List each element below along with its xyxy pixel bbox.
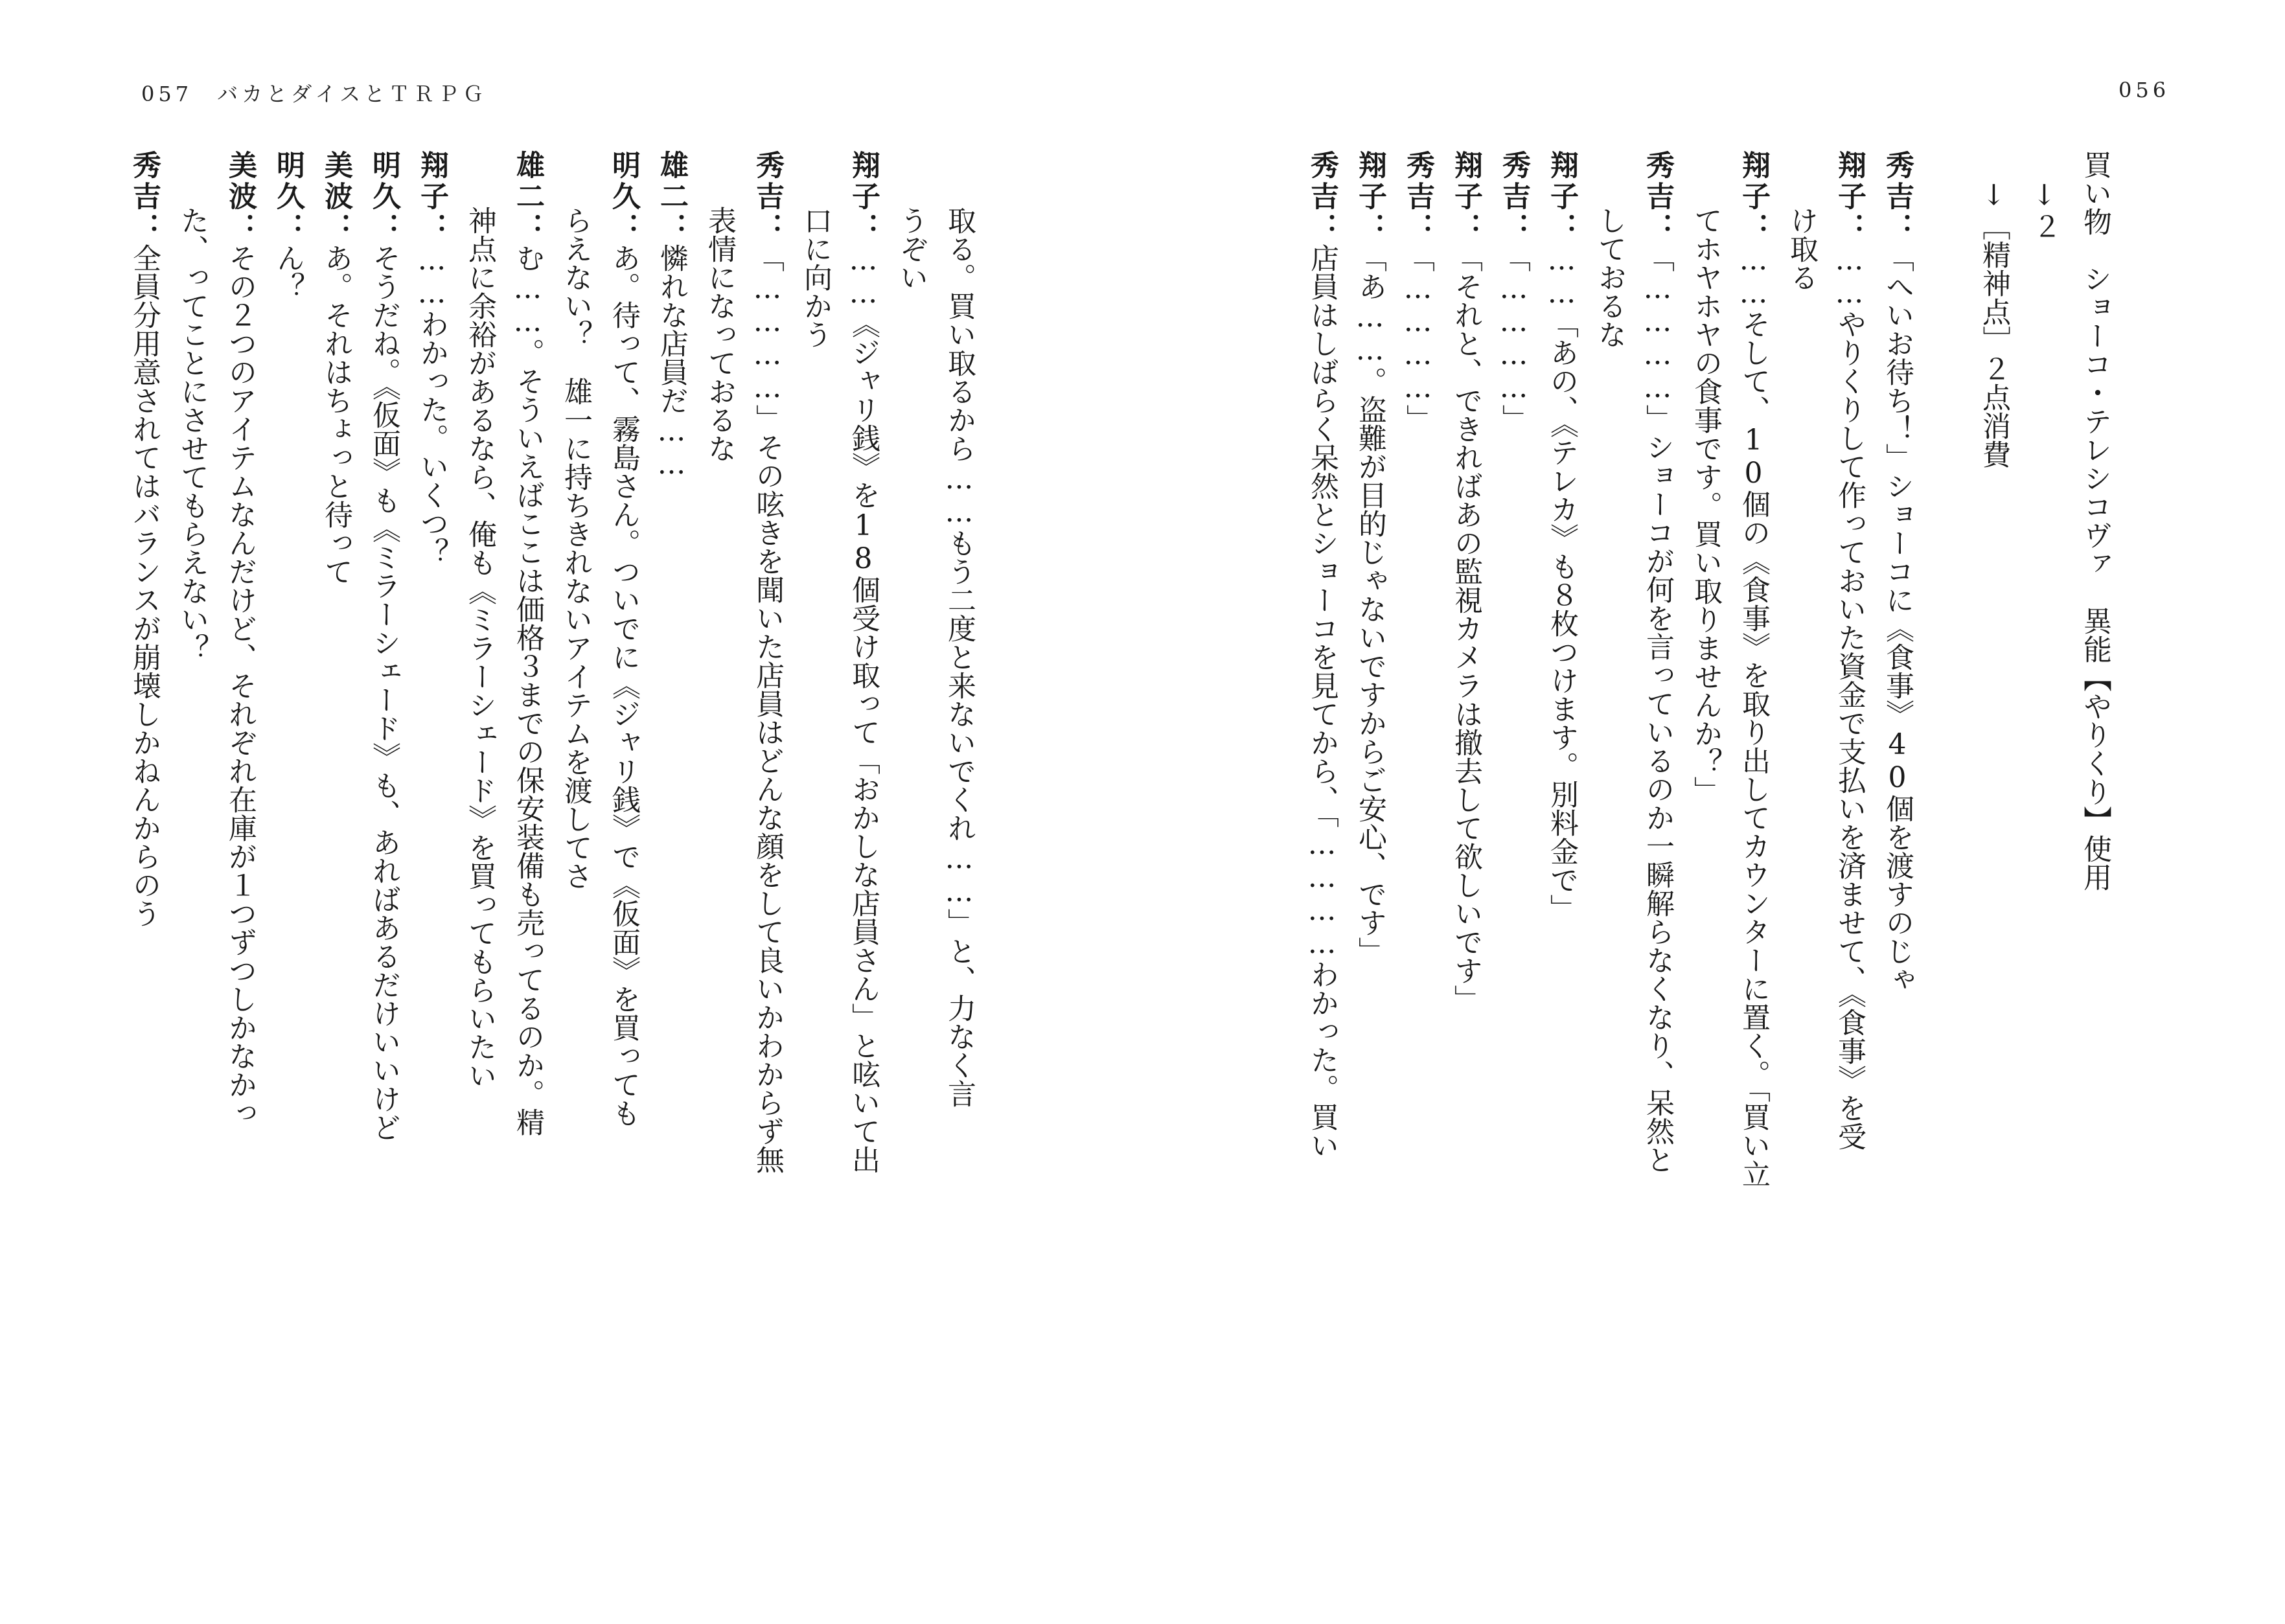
column-text: ……《ジャリ銭》を18個受け取って「おかしな店員さん」と呟いて出 (847, 244, 880, 1174)
text-column (1736, 150, 1770, 1188)
speaker-label: 明久： (271, 150, 304, 244)
book-title: バカとダイスとＴＲＰＧ (217, 82, 488, 106)
column-text: 「…………」その呟きを聞いた店員はどんな顔をして良いかわからず無 (751, 244, 784, 1174)
column-text: 「…………」ショーコが何を言っているのか一瞬解らなくなり、呆然と (1641, 244, 1674, 1174)
column-text: その２つのアイテムなんだけど、それぞれ在庫が１つずつしかなかっ (224, 244, 257, 1127)
text-column (223, 150, 257, 1127)
text-column (1401, 150, 1434, 433)
speaker-label: 翔子： (1353, 150, 1386, 244)
text-column (1544, 150, 1578, 922)
text-column (1640, 150, 1674, 1174)
text-column (1880, 150, 1914, 994)
column-text: あ。それはちょっと待って (319, 244, 352, 586)
text-column (1353, 150, 1386, 965)
speaker-label: 明久： (367, 150, 400, 244)
column-text: た、ってことにさせてもらえない？ (176, 206, 209, 662)
text-column (127, 150, 161, 928)
column-text: ……そして、10個の《食事》を取り出してカウンターに置く。「買い立 (1737, 244, 1770, 1188)
text-column (1832, 150, 1866, 1150)
text-column (942, 150, 976, 1108)
text-column (846, 150, 880, 1174)
column-text: ん？ (271, 244, 304, 301)
text-column (367, 150, 400, 1141)
speaker-label: 秀吉： (1881, 150, 1914, 244)
column-text: ……やりくりして作っておいた資金で支払いを済ませて、《食事》を受 (1833, 244, 1866, 1150)
text-column (1305, 150, 1338, 1160)
column-text: ……「あの、《テレカ》も８枚つけます。別料金で」 (1545, 244, 1578, 922)
speaker-label: 美波： (319, 150, 352, 244)
speaker-label: 秀吉： (128, 150, 161, 244)
speaker-label: 雄二： (511, 150, 544, 244)
column-text: 「…………」 (1497, 244, 1530, 433)
text-column (2027, 150, 2061, 240)
text-column (1977, 150, 2010, 468)
column-text: 憐れな店員だ…… (655, 244, 688, 481)
column-text: ↓２ (2028, 150, 2061, 240)
column-text: そうだね。《仮面》も《ミラーシェード》も、あればあるだけいいけど (367, 244, 400, 1141)
text-column (463, 150, 496, 1090)
text-column (1688, 150, 1722, 805)
column-text: 取る。買い取るから……もう二度と来ないでくれ……」と、力なく言 (943, 206, 976, 1108)
column-text: 口に向かう (799, 206, 832, 349)
speaker-label: 秀吉： (1497, 150, 1530, 244)
text-column (2078, 150, 2111, 891)
speaker-label: 翔子： (847, 150, 880, 244)
column-text: ↓［精神点］２点消費 (1977, 150, 2010, 468)
text-column (319, 150, 352, 586)
page-number-right: 056 (2119, 78, 2170, 102)
text-column (1449, 150, 1482, 1013)
text-column (558, 150, 592, 890)
column-text: 買い物 ショーコ・テレシコヴァ 異能【やりくり】使用 (2078, 150, 2111, 891)
speaker-label: 秀吉： (1641, 150, 1674, 244)
text-column (798, 150, 832, 349)
column-text: け取る (1785, 206, 1818, 292)
text-column (750, 150, 784, 1174)
column-text: しておるな (1593, 206, 1626, 349)
speaker-label: 雄二： (655, 150, 688, 244)
running-head-left (141, 78, 487, 108)
text-column (415, 150, 448, 566)
column-text: らえない？ 雄一に持ちきれないアイテムを渡してさ (559, 206, 592, 890)
speaker-label: 翔子： (1737, 150, 1770, 244)
column-text: 表情になっておるな (703, 206, 736, 463)
column-text: 「…………」 (1401, 244, 1434, 433)
speaker-label: 明久： (607, 150, 640, 244)
text-column (1592, 150, 1626, 349)
text-column (511, 150, 544, 1136)
column-text: 全員分用意されてはバランスが崩壊しかねんからのう (128, 244, 161, 928)
speaker-label: 美波： (224, 150, 257, 244)
column-text: あ。待って、霧島さん。ついでに《ジャリ銭》で《仮面》を買っても (607, 244, 640, 1127)
text-column (654, 150, 688, 481)
speaker-label: 秀吉： (751, 150, 784, 244)
column-text: 「へいお待ち！」ショーコに《食事》40個を渡すのじゃ (1881, 244, 1914, 994)
speaker-label: 翔子： (1449, 150, 1482, 244)
text-column (702, 150, 736, 463)
text-column (894, 150, 928, 292)
page-number-left: 057 (141, 82, 193, 106)
column-text: ……わかった。いくつ？ (415, 244, 448, 566)
column-text: 神点に余裕があるなら、俺も《ミラーシェード》を買ってもらいたい (463, 206, 496, 1090)
running-head-right (2119, 78, 2170, 102)
column-text: うぞい (895, 206, 928, 292)
text-column (175, 150, 209, 662)
speaker-label: 翔子： (415, 150, 448, 244)
speaker-label: 秀吉： (1401, 150, 1434, 244)
column-text: てホヤホヤの食事です。買い取りませんか？」 (1689, 206, 1722, 805)
column-text: 店員はしばらく呆然とショーコを見てから、「…………わかった。買い (1305, 244, 1338, 1160)
column-text: む……。そういえばここは価格３までの保安装備も売ってるのか。精 (511, 244, 544, 1136)
speaker-label: 翔子： (1545, 150, 1578, 244)
speaker-label: 秀吉： (1305, 150, 1338, 244)
column-text: 「あ……。盗難が目的じゃないですからご安心、です」 (1353, 244, 1386, 965)
text-column (1784, 150, 1818, 292)
text-column (1497, 150, 1530, 433)
column-text: 「それと、できればあの監視カメラは撤去して欲しいです」 (1449, 244, 1482, 1013)
speaker-label: 翔子： (1833, 150, 1866, 244)
text-column (271, 150, 304, 301)
text-column (606, 150, 640, 1127)
